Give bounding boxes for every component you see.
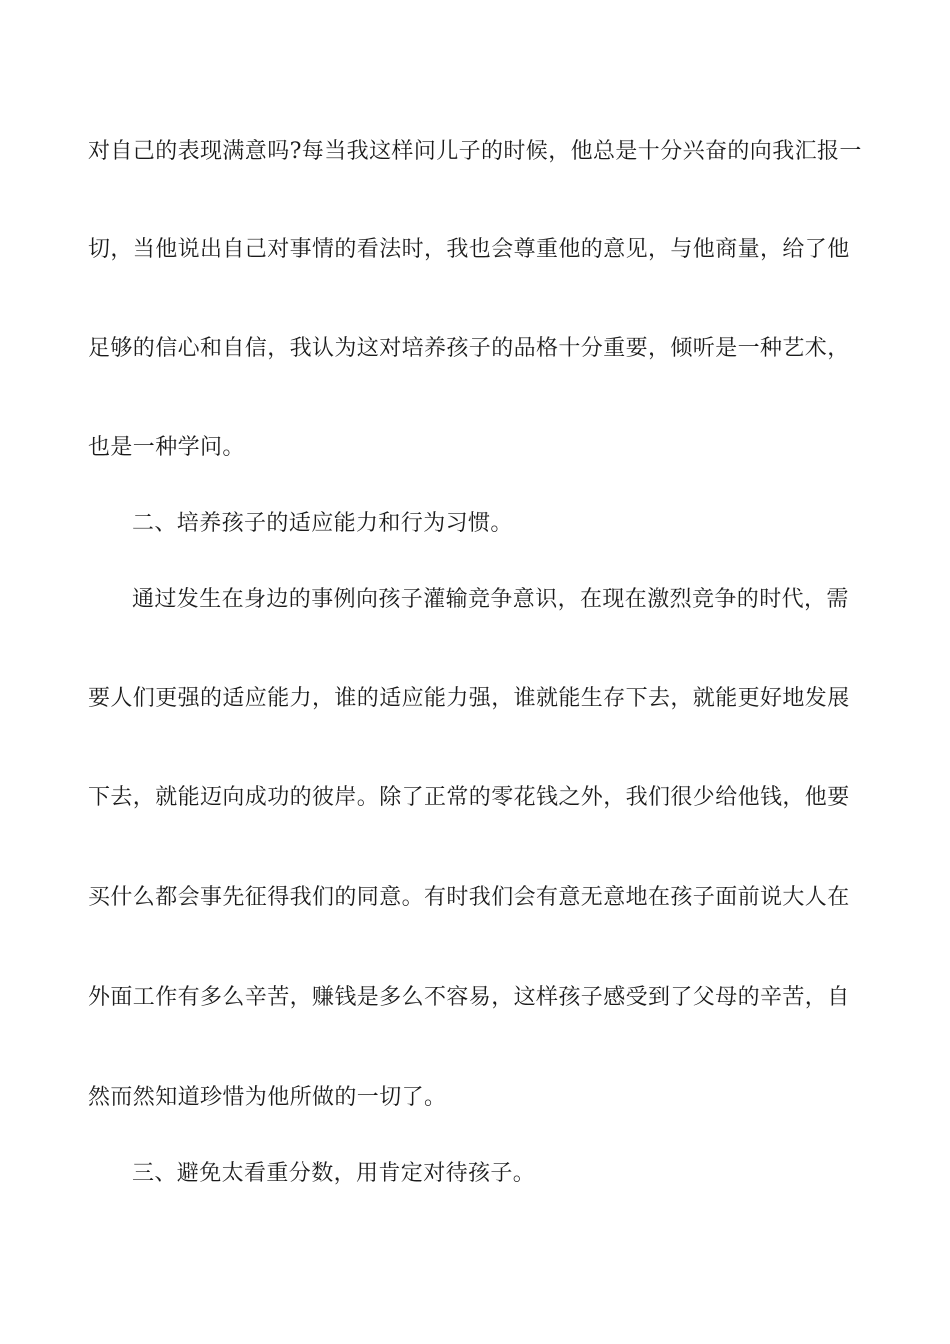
paragraph-line-9: 买什么都会事先征得我们的同意。有时我们会有意无意地在孩子面前说大人在 (88, 885, 850, 910)
paragraph-line-11: 然而然知道珍惜为他所做的一切了。 (88, 1085, 447, 1110)
paragraph-line-8: 下去，就能迈向成功的彼岸。除了正常的零花钱之外，我们很少给他钱，他要 (88, 785, 850, 810)
paragraph-line-2: 切，当他说出自己对事情的看法时，我也会尊重他的意见，与他商量，给了他 (88, 237, 850, 262)
paragraph-line-6: 通过发生在身边的事例向孩子灌输竞争意识，在现在激烈竞争的时代，需 (132, 587, 849, 612)
paragraph-line-4: 也是一种学问。 (88, 435, 245, 460)
paragraph-line-7: 要人们更强的适应能力，谁的适应能力强，谁就能生存下去，就能更好地发展 (88, 686, 850, 711)
paragraph-line-3: 足够的信心和自信，我认为这对培养孩子的品格十分重要，倾听是一种艺术， (88, 336, 850, 361)
paragraph-line-1: 对自己的表现满意吗?每当我这样问儿子的时候，他总是十分兴奋的向我汇报一 (88, 139, 862, 164)
paragraph-line-10: 外面工作有多么辛苦，赚钱是多么不容易，这样孩子感受到了父母的辛苦，自 (88, 985, 850, 1010)
section-heading-2: 二、培养孩子的适应能力和行为习惯。 (132, 511, 513, 536)
section-heading-3: 三、避免太看重分数，用肯定对待孩子。 (132, 1161, 536, 1186)
